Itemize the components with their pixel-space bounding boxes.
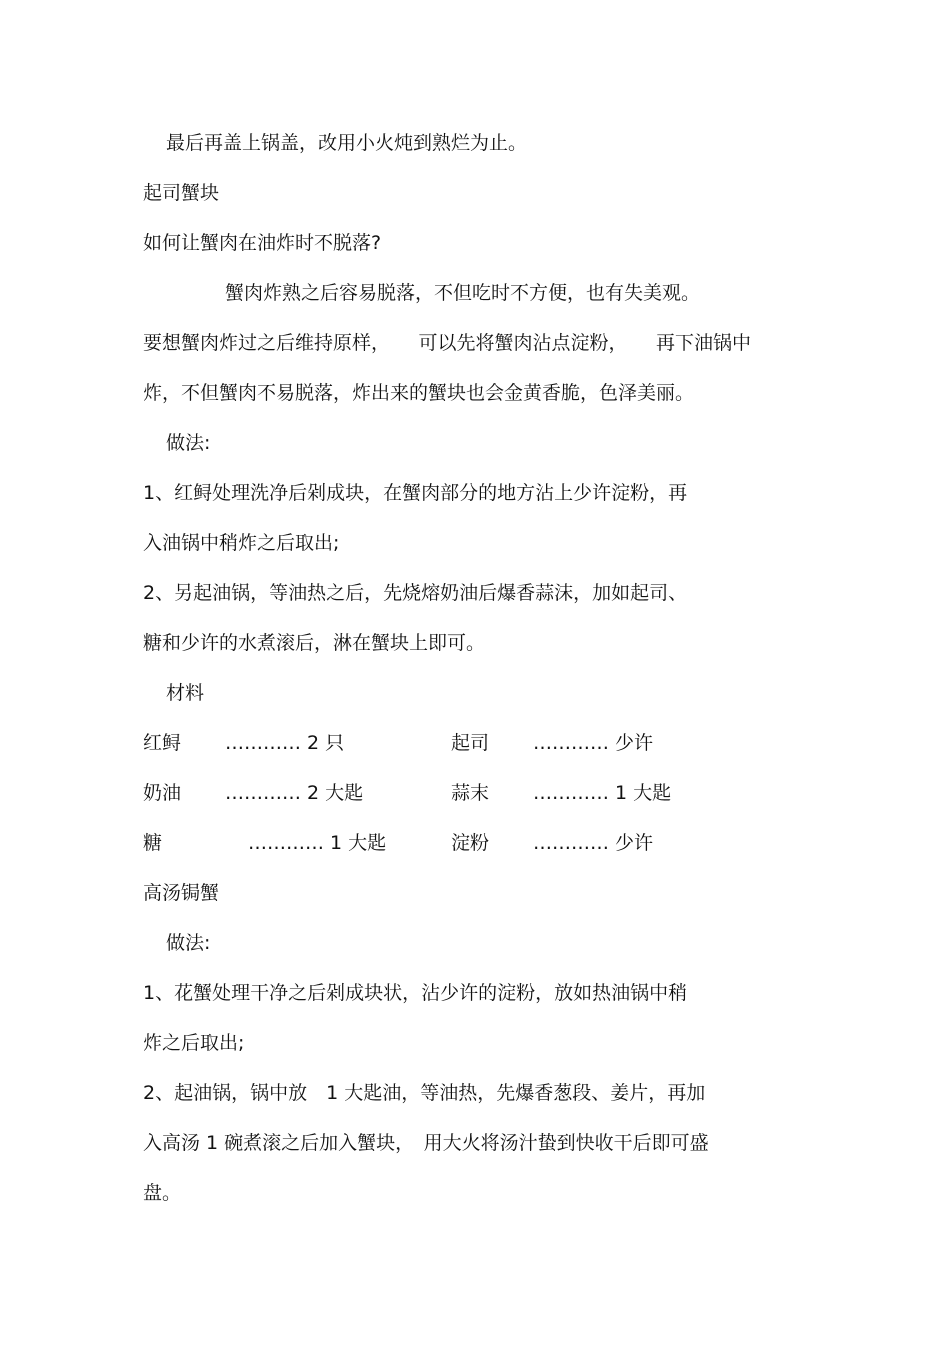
text-line: 要想蟹肉炸过之后维持原样， 可以先将蟹肉沾点淀粉， 再下油锅中 — [143, 332, 752, 354]
step-line: 1、红鲟处理洗净后剁成块，在蟹肉部分的地方沾上少许淀粉，再 — [143, 482, 688, 504]
ingredient-amount: ………… 1 大匙 — [248, 832, 387, 854]
ingredient-amount: ………… 少许 — [533, 832, 654, 854]
section-heading: 做法: — [166, 432, 211, 454]
ingredient-amount: ………… 2 只 — [225, 732, 345, 754]
step-line: 入油锅中稍炸之后取出; — [143, 532, 340, 554]
step-line: 1、花蟹处理干净之后剁成块状，沾少许的淀粉，放如热油锅中稍 — [143, 982, 688, 1004]
recipe-title: 高汤锔蟹 — [143, 882, 220, 904]
ingredient-name: 红鲟 — [143, 732, 182, 754]
text-line: 蟹肉炸熟之后容易脱落，不但吃时不方便，也有失美观。 — [225, 282, 701, 304]
ingredient-amount: ………… 少许 — [533, 732, 654, 754]
step-line: 炸之后取出; — [143, 1032, 245, 1054]
ingredient-name: 糖 — [143, 832, 163, 854]
text-line: 炸，不但蟹肉不易脱落，炸出来的蟹块也会金黄香脆，色泽美丽。 — [143, 382, 695, 404]
ingredient-name: 起司 — [451, 732, 490, 754]
recipe-title: 起司蟹块 — [143, 182, 220, 204]
section-heading: 材料 — [166, 682, 205, 704]
ingredient-name: 淀粉 — [451, 832, 490, 854]
section-heading: 做法: — [166, 932, 211, 954]
step-line: 糖和少许的水煮滚后，淋在蟹块上即可。 — [143, 632, 486, 654]
step-line: 入高汤 1 碗煮滚之后加入蟹块， 用大火将汤汁蛰到快收干后即可盛 — [143, 1132, 709, 1154]
ingredient-name: 蒜末 — [451, 782, 490, 804]
ingredient-amount: ………… 1 大匙 — [533, 782, 672, 804]
text-line: 如何让蟹肉在油炸时不脱落? — [143, 232, 382, 254]
text-line: 最后再盖上锅盖，改用小火炖到熟烂为止。 — [166, 132, 528, 154]
ingredient-amount: ………… 2 大匙 — [225, 782, 364, 804]
step-line: 2、另起油锅，等油热之后，先烧熔奶油后爆香蒜沫，加如起司、 — [143, 582, 688, 604]
step-line: 盘。 — [143, 1182, 182, 1204]
ingredient-name: 奶油 — [143, 782, 182, 804]
step-line: 2、起油锅，锅中放 1 大匙油，等油热，先爆香葱段、姜片，再加 — [143, 1082, 706, 1104]
